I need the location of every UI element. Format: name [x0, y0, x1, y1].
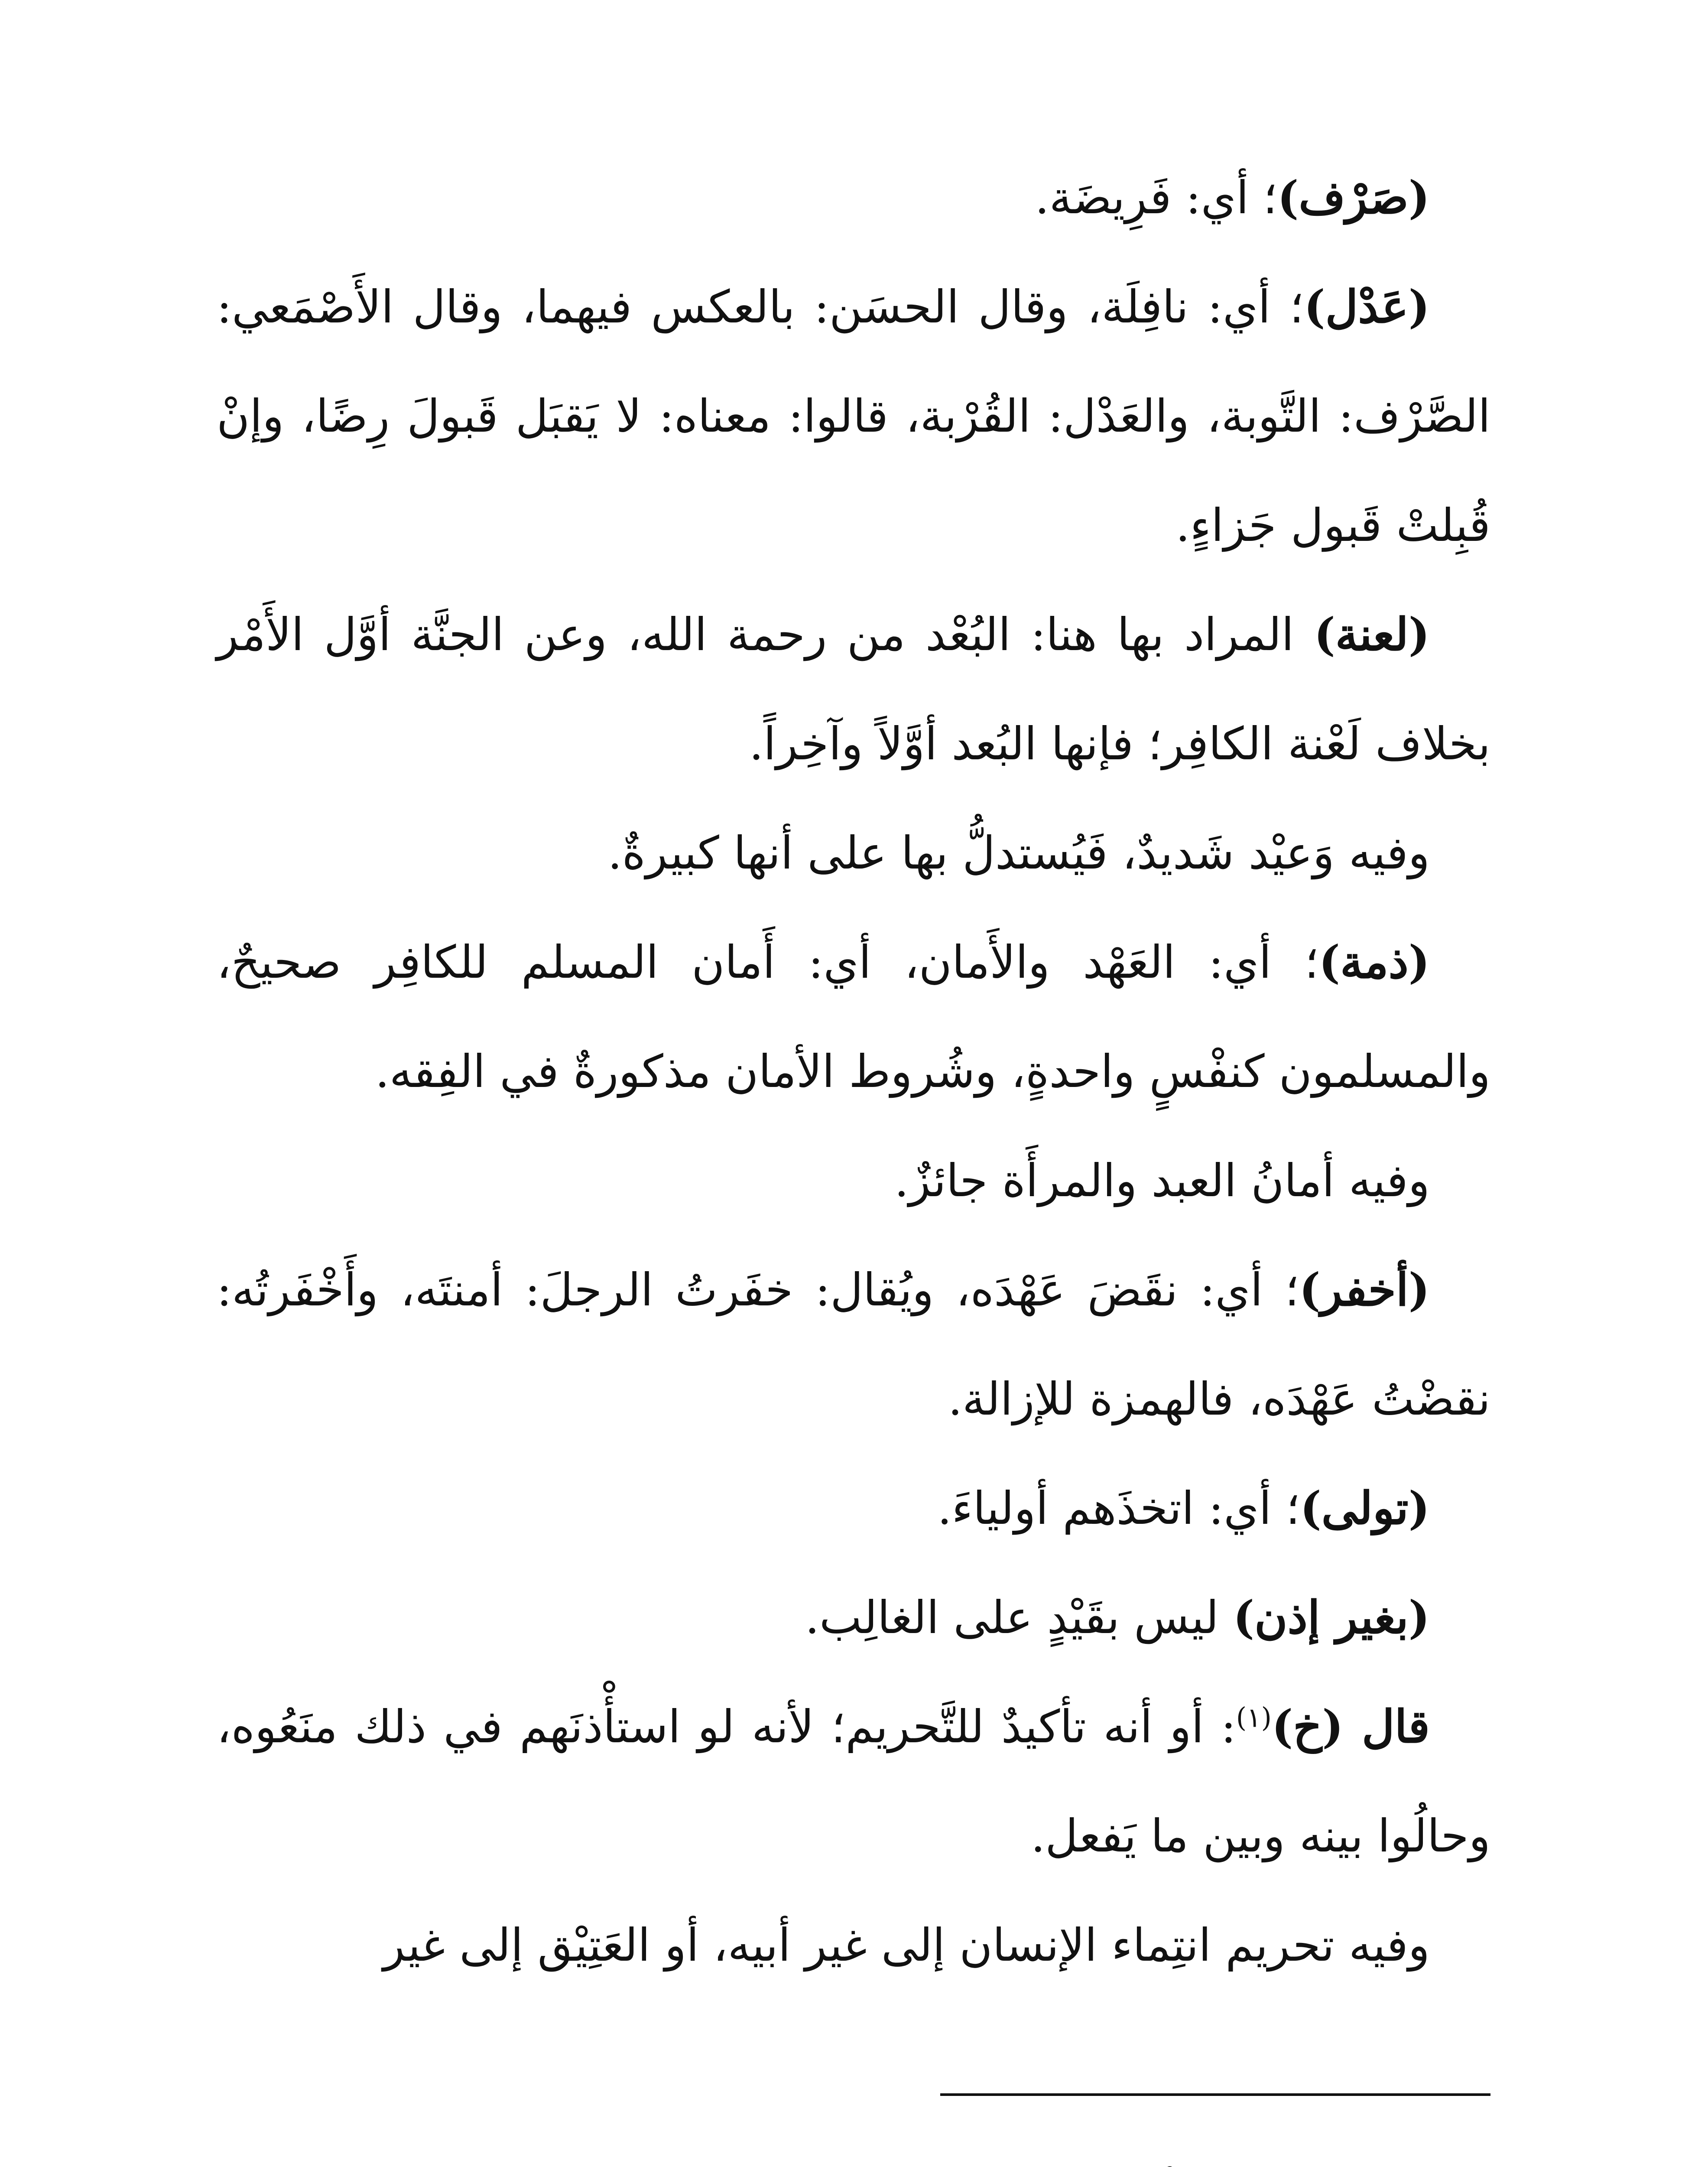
paragraph-text: : أو أنه تأكيدٌ للتَّحريم؛ لأنه لو استأْذنَهم في ذلك منَعُوه، وحالُوا بينه وبين ما يَفعل. — [217, 1700, 1490, 1862]
paragraph-dhimmah — [217, 908, 1490, 1126]
paragraph-bighayr-idhn — [217, 1563, 1490, 1672]
main-text — [217, 143, 1490, 2000]
paragraph-text: ؛ أي: فَرِيضَة. — [1035, 171, 1278, 224]
paragraph-waid — [217, 798, 1490, 908]
paragraph-text: ؛ أي: نقَضَ عَهْدَه، ويُقال: خفَرتُ الرجلَ: أمنتَه، وأَخْفَرتُه: نقضْتُ عَهْدَه، فالهمزة للإزالة. — [217, 1263, 1490, 1425]
footnote — [217, 2163, 1490, 2167]
paragraph-qal-kh — [217, 1672, 1490, 1890]
term-akhfar: (أخفر) — [1299, 1263, 1430, 1316]
term-lanah: (لعنة) — [1314, 608, 1430, 661]
term-qal-kh: قال (خ) — [1271, 1700, 1430, 1753]
paragraph-adl — [217, 252, 1490, 580]
term-bighayr-idhn: (بغير إذن) — [1233, 1591, 1430, 1644]
term-sarf: (صَرْف) — [1277, 171, 1430, 224]
paragraph-text: ليس بقَيْدٍ على الغالِب. — [805, 1591, 1233, 1644]
paragraph-aman — [217, 1126, 1490, 1235]
paragraph-intima — [217, 1890, 1490, 2000]
paragraph-text: ؛ أي: العَهْد والأَمان، أي: أَمان المسلم للكافِر صحيحٌ، والمسلمون كنفْسٍ واحدةٍ، وشُروط الأمان مذكورةٌ في الفِقه. — [217, 936, 1490, 1098]
footnote-ref[interactable]: (١) — [1236, 1702, 1272, 1734]
paragraph-tawalla — [217, 1454, 1490, 1563]
paragraph-text: المراد بها هنا: البُعْد من رحمة الله، وعن الجنَّة أوَّل الأَمْر بخلاف لَعْنة الكافِر؛ فإنها البُعد أوَّلاً وآخِراً. — [217, 608, 1490, 770]
paragraph-sarf — [217, 143, 1490, 252]
term-adl: (عَدْل) — [1304, 280, 1430, 333]
paragraph-lanah — [217, 580, 1490, 798]
paragraph-text: وفيه تحريم انتِماء الإنسان إلى غير أبيه، أو العَتِيْق إلى غير — [383, 1919, 1430, 1972]
footnote-divider — [940, 2093, 1490, 2096]
paragraph-text: وفيه أمانُ العبد والمرأَة جائزٌ. — [894, 1154, 1430, 1207]
term-dhimmah: (ذمة) — [1318, 935, 1430, 989]
term-tawalla: (تولى) — [1300, 1481, 1430, 1535]
paragraph-text: ؛ أي: اتخذَهم أولياءَ. — [937, 1482, 1300, 1535]
paragraph-text: وفيه وَعيْد شَديدٌ، فَيُستدلُّ بها على أنها كبيرةٌ. — [607, 826, 1430, 879]
paragraph-text: ؛ أي: نافِلَة، وقال الحسَن: بالعكس فيهما، وقال الأَصْمَعي: الصَّرْف: التَّوبة، والعَدْل: القُرْبة، قالوا: معناه: لا يَقبَل قَبولَ رِضًا، وإنْ قُبِلتْ قَبول جَزاءٍ. — [217, 280, 1490, 552]
paragraph-akhfar — [217, 1235, 1490, 1454]
